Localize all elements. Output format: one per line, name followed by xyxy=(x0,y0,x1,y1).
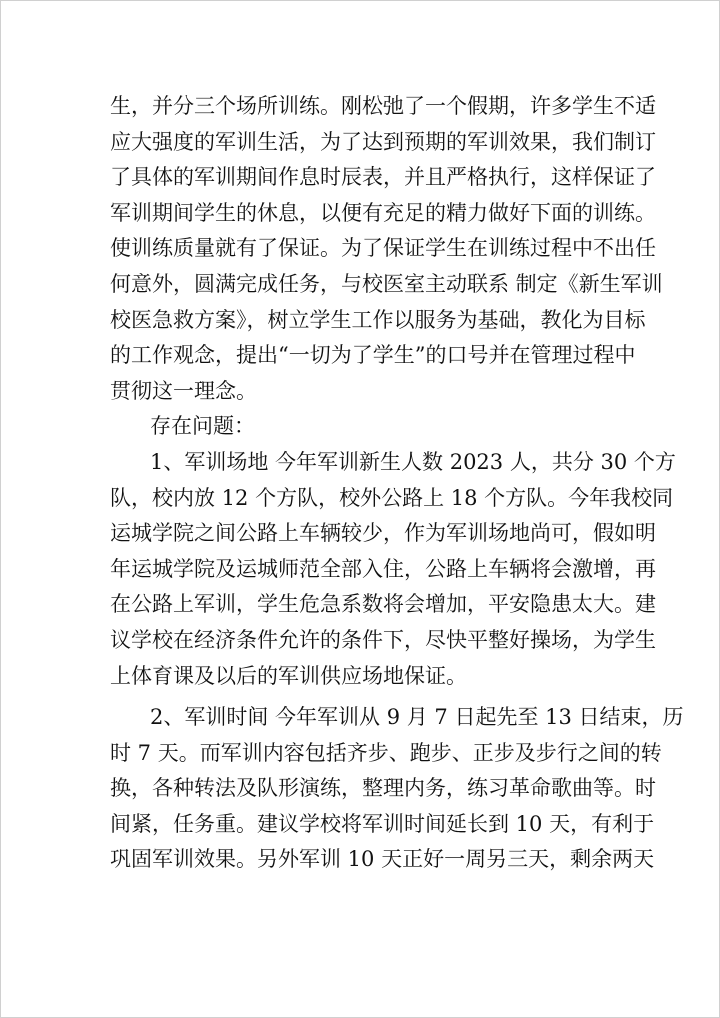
text-line: 贯彻这一理念。 xyxy=(110,378,257,403)
paragraph-2 xyxy=(110,445,676,694)
text-line: 间紧，任务重。建议学校将军训时间延长到 10 天，有利于 xyxy=(110,811,655,836)
text-line: 上体育课及以后的军训供应场地保证。 xyxy=(110,663,467,688)
text-line: 年运城学院及运城师范全部入住，公路上车辆将会激增，再 xyxy=(110,556,656,581)
text-line: 巩固军训效果。另外军训 10 天正好一周另三天，剩余两天 xyxy=(110,847,655,872)
paragraph-1 xyxy=(110,89,663,409)
text-line: 时 7 天。而军训内容包括齐步、跑步、正步及步行之间的转 xyxy=(110,740,662,765)
text-line: 校医急救方案》，树立学生工作以服务为基础，教化为目标 xyxy=(110,307,646,332)
text-line: 1、军训场地 今年军训新生人数 2023 人，共分 30 个方 xyxy=(150,449,676,474)
document-body xyxy=(110,89,684,878)
text-line: 的工作观念，提出“一切为了学生”的口号并在管理过程中 xyxy=(110,343,636,368)
paragraph-3 xyxy=(110,700,684,878)
text-line: 运城学院之间公路上车辆较少，作为军训场地尚可，假如明 xyxy=(110,521,656,546)
section-heading: 存在问题： xyxy=(150,414,255,439)
text-line: 使训练质量就有了保证。为了保证学生在训练过程中不出任 xyxy=(110,236,656,261)
text-line: 了具体的军训期间作息时辰表，并且严格执行，这样保证了 xyxy=(110,165,656,190)
text-line: 2、军训时间 今年军训从 9 月 7 日起先至 13 日结束，历 xyxy=(150,705,684,730)
text-line: 换，各种转法及队形演练，整理内务，练习革命歌曲等。时 xyxy=(110,776,656,801)
text-line: 何意外，圆满完成任务，与校医室主动联系 制定《新生军训 xyxy=(110,271,663,296)
text-line: 队，校内放 12 个方队，校外公路上 18 个方队。今年我校同 xyxy=(110,485,674,510)
text-line: 议学校在经济条件允许的条件下，尽快平整好操场，为学生 xyxy=(110,627,656,652)
text-line: 应大强度的军训生活，为了达到预期的军训效果，我们制订 xyxy=(110,129,656,154)
text-line: 生，并分三个场所训练。刚松弛了一个假期，许多学生不适 xyxy=(110,94,656,118)
text-line: 在公路上军训，学生危急系数将会增加，平安隐患太大。建 xyxy=(110,592,656,617)
text-line: 军训期间学生的休息，以便有充足的精力做好下面的训练。 xyxy=(110,200,656,225)
